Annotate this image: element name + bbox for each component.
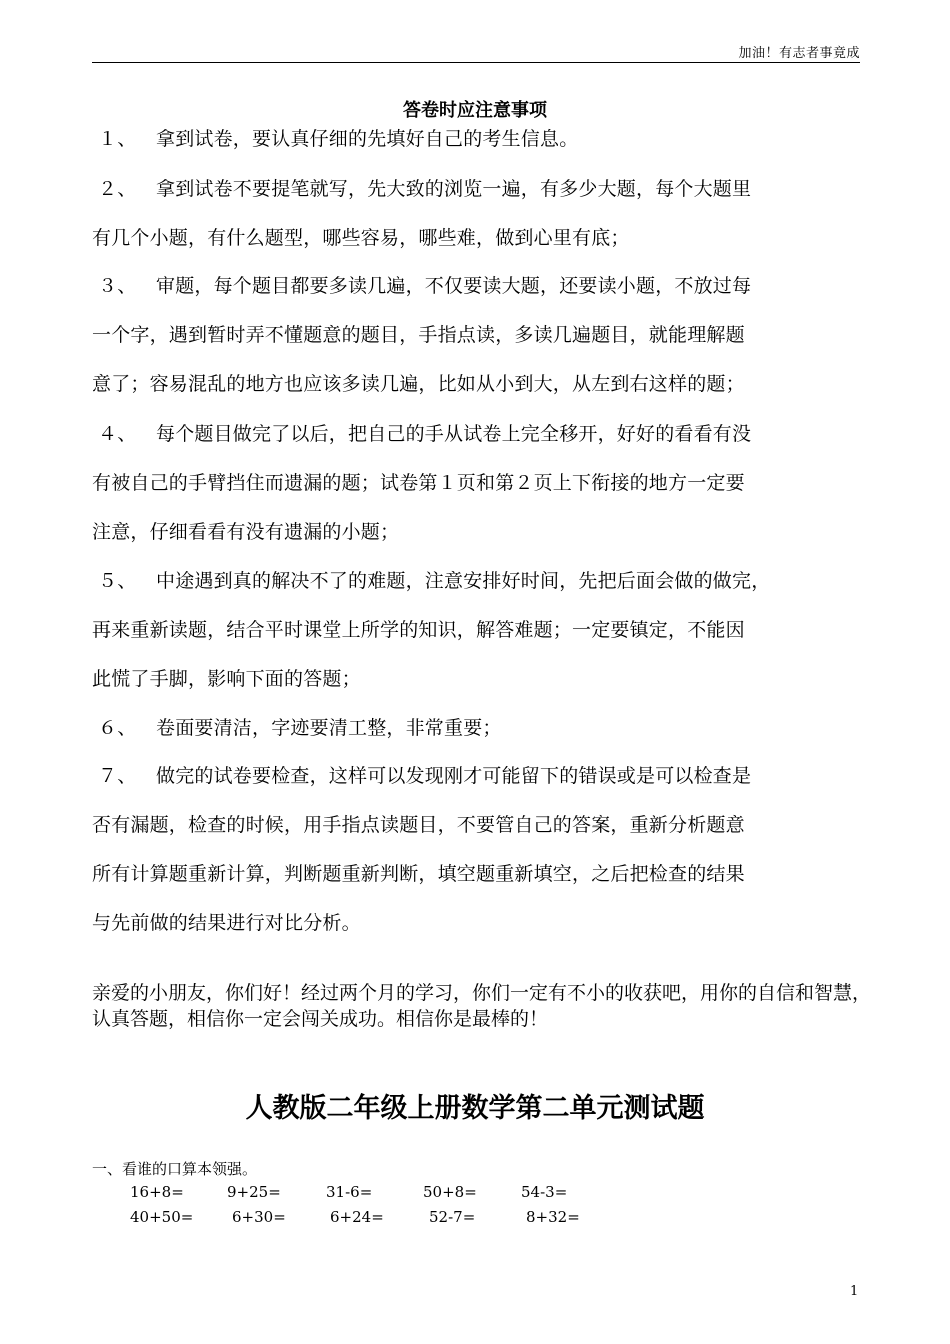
item-number: ７、	[98, 765, 137, 787]
notice-line	[92, 223, 630, 250]
notice-line	[92, 664, 361, 691]
item-number: １、	[98, 128, 137, 150]
notice-line-text: 与先前做的结果进行对比分析。	[92, 912, 361, 934]
section-title: 一、看谁的口算本领强。	[92, 1160, 258, 1178]
notice-line-text: 有被自己的手臂挡住而遗漏的题；试卷第１页和第２页上下衔接的地方一定要	[92, 472, 745, 494]
notice-line	[92, 174, 751, 201]
notice-line	[92, 761, 751, 788]
notice-line	[92, 517, 399, 544]
notice-line	[92, 859, 745, 886]
item-number: ５、	[98, 570, 137, 592]
notice-line-text: 做完的试卷要检查，这样可以发现刚才可能留下的错误或是可以检查是	[156, 765, 752, 787]
notice-line-text: 此慌了手脚，影响下面的答题；	[92, 668, 361, 690]
notice-line-text: 注意，仔细看看有没有遗漏的小题；	[92, 521, 400, 543]
notice-line	[92, 369, 745, 396]
greeting-paragraph: 亲爱的小朋友，你们好！经过两个月的学习，你们一定有不小的收获吧，用你的自信和智慧，认真答题，相信你一定会闯关成功。相信你是最棒的！	[92, 982, 872, 1030]
notice-line-text: 一个字，遇到暂时弄不懂题意的题目，手指点读，多读几遍题目，就能理解题	[92, 324, 745, 346]
item-number: ６、	[98, 717, 137, 739]
page-header	[92, 40, 860, 63]
notice-line	[92, 615, 745, 642]
notice-line-text: 中途遇到真的解决不了的难题，注意安排好时间，先把后面会做的做完，	[156, 570, 771, 592]
notice-line	[92, 419, 751, 446]
notice-line-text: 再来重新读题，结合平时课堂上所学的知识，解答难题；一定要镇定，不能因	[92, 619, 745, 641]
item-number: ４、	[98, 423, 137, 445]
notice-line	[92, 271, 751, 298]
item-number: ３、	[98, 275, 137, 297]
notice-line-text: 拿到试卷，要认真仔细的先填好自己的考生信息。	[156, 128, 579, 150]
notice-line	[92, 566, 770, 593]
header-text: 加油！有志者事竟成	[738, 46, 860, 61]
calc-problem: 8+32=	[526, 1208, 580, 1226]
calc-problem: 50+8=	[423, 1183, 477, 1201]
calc-problem: 6+24=	[330, 1208, 384, 1226]
notice-line	[92, 713, 502, 740]
calc-problem: 54-3=	[521, 1183, 568, 1201]
notice-line-text: 所有计算题重新计算，判断题重新判断，填空题重新填空，之后把检查的结果	[92, 863, 745, 885]
notice-line	[92, 320, 745, 347]
notice-line-text: 拿到试卷不要提笔就写，先大致的浏览一遍，有多少大题，每个大题里	[156, 178, 752, 200]
notice-line	[92, 468, 745, 495]
item-number: ２、	[98, 178, 137, 200]
calc-problem: 16+8=	[130, 1183, 184, 1201]
calc-problem: 31-6=	[326, 1183, 373, 1201]
notice-line-text: 否有漏题，检查的时候，用手指点读题目，不要管自己的答案，重新分析题意	[92, 814, 745, 836]
notice-line	[92, 908, 361, 935]
notice-line-text: 卷面要清洁，字迹要清工整，非常重要；	[156, 717, 502, 739]
page-number: 1	[850, 1284, 859, 1299]
notice-line-text: 每个题目做完了以后，把自己的手从试卷上完全移开，好好的看看有没	[156, 423, 752, 445]
calc-problem: 6+30=	[232, 1208, 286, 1226]
main-title: 人教版二年级上册数学第二单元测试题	[245, 1093, 705, 1124]
notice-line-text: 有几个小题，有什么题型，哪些容易，哪些难，做到心里有底；	[92, 227, 630, 249]
notice-line-text: 意了；容易混乱的地方也应该多读几遍，比如从小到大，从左到右这样的题；	[92, 373, 745, 395]
notice-line	[92, 810, 745, 837]
notice-title: 答卷时应注意事项	[403, 100, 547, 121]
notice-line	[92, 124, 578, 151]
calc-problem: 40+50=	[130, 1208, 194, 1226]
calc-problem: 9+25=	[227, 1183, 281, 1201]
notice-line-text: 审题，每个题目都要多读几遍，不仅要读大题，还要读小题，不放过每	[156, 275, 752, 297]
calc-problem: 52-7=	[429, 1208, 476, 1226]
